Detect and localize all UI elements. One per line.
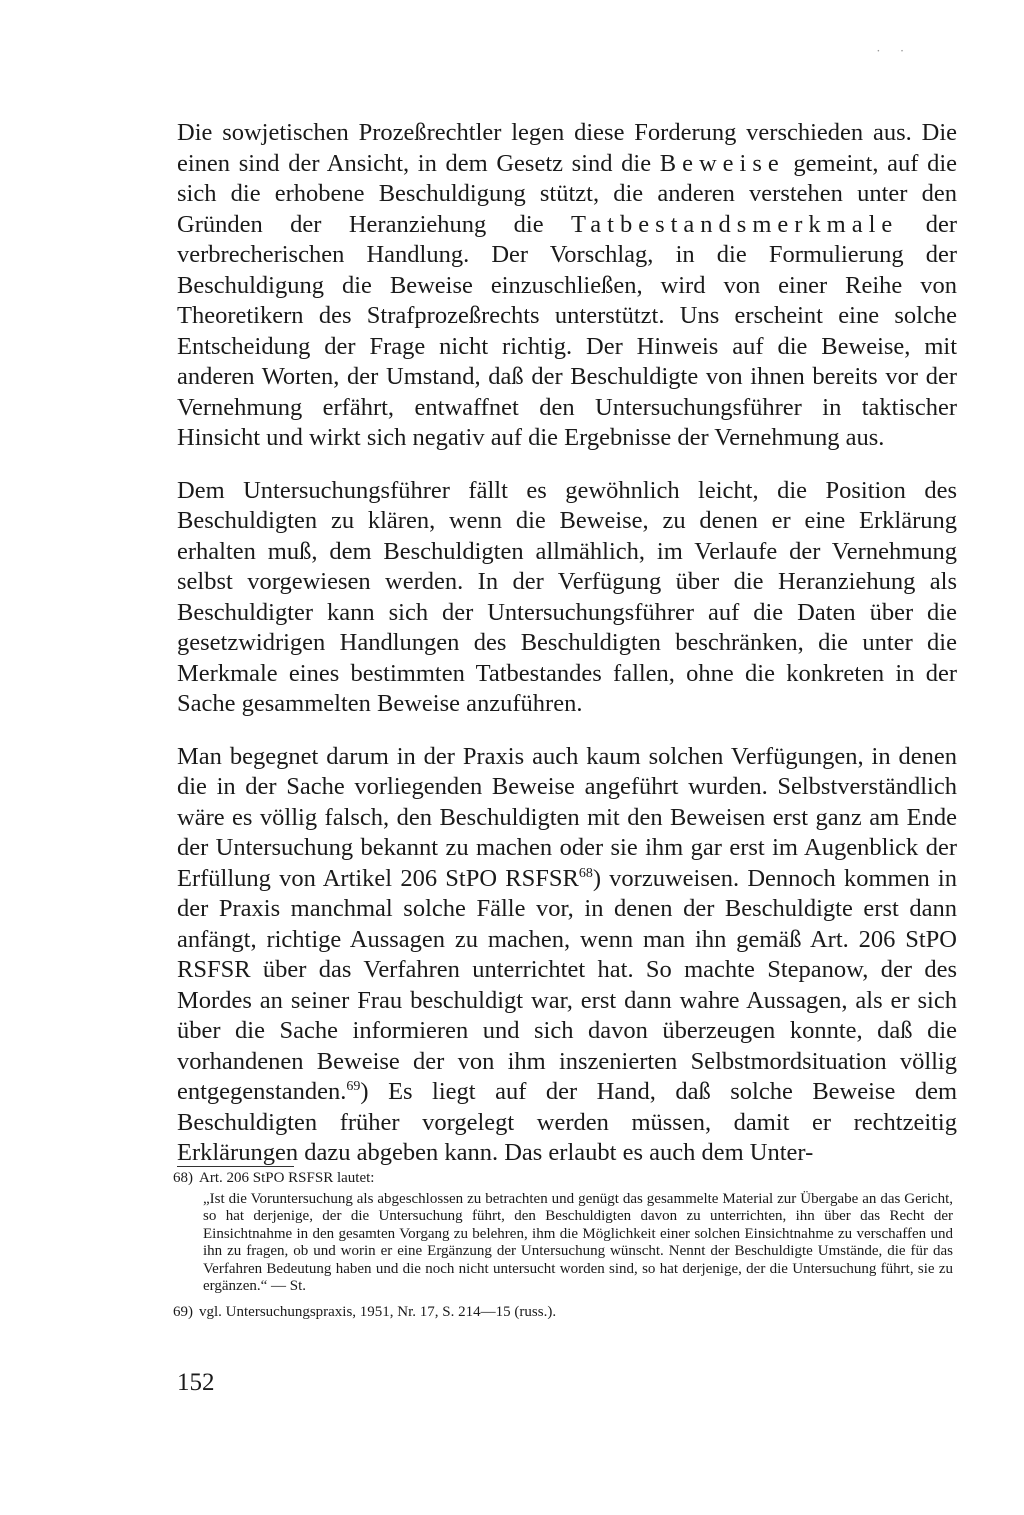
paragraph-3-part-2: ) vorzuweisen. Dennoch kommen in der Praxis manchmal solche Fälle vor, in denen der Beschuldigte erst dann anfängt, richtige Aussagen zu machen, wenn man ihn gemäß Art. 206 StPO RSFSR über das Verfahren unterrichtet hat. So machte Stepanow, der des Mordes an seiner Frau beschuldigt war, erst dann wahre Aussagen, als er sich über die Sache informieren und sich davon überzeugen konnte, daß die vorhandenen Beweise der von ihm inszenierten Selbstmordsituation völlig entgegenstanden. <box>177 864 957 1105</box>
footnote-69-number: 69) <box>173 1303 193 1320</box>
paragraph-1 <box>177 118 957 454</box>
footnote-divider <box>177 1166 294 1167</box>
paragraph-1-part-3: der verbrecherischen Handlung. Der Vorschlag, in die Formulierung der Beschuldigung die Beweise einzuschließen, wird von einer Reihe von Theoretikern des Strafprozeßrechts unterstützt. Uns erscheint eine solche Entscheidung der Frage nicht richtig. Der Hinweis auf die Beweise, mit anderen Worten, der Umstand, daß der Beschuldigte von ihnen bereits vor der Vernehmung erfährt, entwaffnet den Untersuchungsführer in taktischer Hinsicht und wirkt sich negativ auf die Ergebnisse der Vernehmung aus. <box>177 210 957 451</box>
footnote-69-text: vgl. Untersuchungspraxis, 1951, Nr. 17, S. 214—15 (russ.). <box>199 1303 557 1320</box>
footnotes <box>173 1170 953 1321</box>
page-number: 152 <box>177 1369 215 1396</box>
spaced-term-tatbestandsmerkmale: Tatbestandsmerkmale <box>571 210 899 238</box>
footnote-ref-69[interactable]: 69 <box>346 1078 361 1094</box>
footnote-68-quote: „Ist die Voruntersuchung als abgeschlossen zu betrachten und genügt das gesammelte Material zur Übergabe an das Gericht, so hat derjenige, der die Untersuchung führt, den Beschuldigten davon zu unterrichten, ihn über das Recht der Einsichtnahme in den gesamten Vorgang zu belehren, ihm die Möglichkeit einer solchen Einsichtnahme zu verschaffen und ihn zu fragen, ob und worin er eine Ergänzung der Untersuchung wünscht. Nennt der Beschuldigte Umstände, die für das Verfahren Bedeutung haben und die noch nicht untersucht worden sind, so hat derjenige, der die Untersuchung führt, sie zu ergänzen.“ — St. <box>203 1190 953 1294</box>
footnote-ref-68[interactable]: 68 <box>578 865 593 881</box>
footnote-69 <box>173 1304 953 1322</box>
scan-specks: · · <box>876 44 912 58</box>
footnote-68-number: 68) <box>173 1170 193 1186</box>
paragraph-1-part-1: Die sowjetischen Prozeßrechtler legen diese Forderung verschieden aus. Die einen sind der Ansicht, in dem Gesetz sind die <box>177 119 957 177</box>
main-text <box>177 118 957 1169</box>
footnote-68-intro: Art. 206 StPO RSFSR lautet: <box>199 1170 375 1186</box>
paragraph-2: Dem Untersuchungsführer fällt es gewöhnlich leicht, die Position des Beschuldigten zu klären, wenn die Beweise, zu denen er eine Erklärung erhalten muß, dem Beschuldigten allmählich, im Verlaufe der Vernehmung selbst vorgewiesen werden. In der Verfügung über die Heranziehung als Beschuldigter kann sich der Untersuchungsführer auf die Daten über die gesetzwidrigen Handlungen des Beschuldigten beschränken, die unter die Merkmale eines bestimmten Tatbestandes fallen, ohne die konkreten in der Sache gesammelten Beweise anzuführen. <box>177 476 957 717</box>
paragraph-3 <box>177 742 957 1169</box>
footnote-68 <box>173 1170 953 1188</box>
paragraph-3-part-1: Man begegnet darum in der Praxis auch kaum solchen Verfügungen, in denen die in der Sache vorliegenden Beweise angeführt wurden. Selbstverständlich wäre es völlig falsch, den Beschuldigten mit den Beweisen erst ganz am Ende der Untersuchung bekannt zu machen oder sie ihm gar erst im Augenblick der Erfüllung von Artikel 206 StPO RSFSR <box>177 742 957 892</box>
paragraph-1-part-2: gemeint, auf die sich die erhobene Beschuldigung stützt, die anderen verstehen unter den Gründen der Heranziehung die <box>177 149 957 238</box>
paragraph-3-part-3: ) Es liegt auf der Hand, daß solche Beweise dem Beschuldigten früher vorgelegt werden müssen, damit er rechtzeitig Erklärungen dazu abgeben kann. Das erlaubt es auch dem Unter- <box>177 1078 957 1166</box>
spaced-term-beweise: Beweise <box>659 149 785 177</box>
